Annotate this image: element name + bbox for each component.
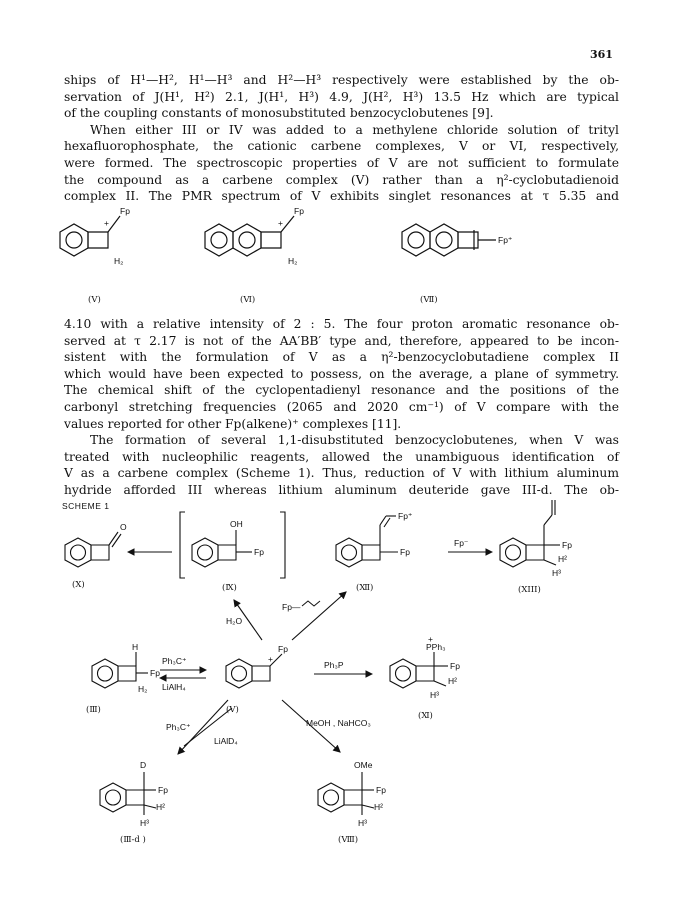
- fp-label: Fp: [254, 547, 264, 557]
- reagent-lialh4: LiAlH₄: [162, 682, 186, 692]
- compound-label-V-central: (Ⅴ): [226, 705, 239, 715]
- text-line: servation of J(H¹, H²) 2.1, J(H¹, H³) 4.9, J(H², H³) 13.5 Hz which are typical: [64, 89, 619, 104]
- text-line: V as a carbene complex (Scheme 1). Thus, reduction of V with lithium aluminum: [64, 466, 619, 481]
- reagent-ph3c: Ph₃C⁺: [162, 656, 187, 666]
- text-line: The chemical shift of the cyclopentadienyl resonance and the positions of the: [64, 383, 619, 398]
- reagent-h2o: H₂O: [226, 616, 243, 626]
- text-line: ships of H¹—H², H¹—H³ and H²—H³ respectively were established by the ob-: [64, 73, 619, 87]
- text-line: 4.10 with a relative intensity of 2 : 5. The four proton aromatic resonance ob-: [64, 317, 619, 331]
- reagent-lialh4-d: LiAlD₄: [214, 736, 238, 746]
- h2-sup-label: H²: [558, 554, 567, 564]
- d-label: D: [140, 760, 147, 770]
- compound-label-XII: (Ⅻ): [356, 583, 374, 593]
- fp-label: Fp: [150, 668, 160, 678]
- plus-label: +: [104, 218, 109, 228]
- reagent-meoh: MeOH , NaHCO₃: [306, 718, 371, 728]
- compound-label-VIII: (Ⅷ): [338, 835, 359, 845]
- reagent-ph3p: Ph₃P: [324, 660, 344, 670]
- reagent-ph3c: Ph₃C⁺: [166, 722, 191, 732]
- fp-label: Fp: [400, 547, 410, 557]
- fp-plus-label: Fp⁺: [398, 511, 413, 521]
- plus-label: +: [428, 634, 433, 644]
- scheme-title: SCHEME 1: [62, 501, 110, 511]
- h3-sup-label: H³: [140, 818, 149, 828]
- text-line: complex II. The PMR spectrum of V exhibits singlet resonances at τ 5.35 and: [64, 189, 619, 204]
- h3-sup-label: H³: [552, 568, 561, 578]
- text-line: The formation of several 1,1-disubstituted benzocyclobutenes, when V was: [90, 433, 619, 448]
- h-label: H: [132, 642, 139, 652]
- structure-VIII: [318, 772, 374, 815]
- fp-label: Fp: [158, 785, 168, 795]
- alkene-fragment: [302, 601, 320, 606]
- structure-V-central: [226, 654, 282, 688]
- page-number: 361: [590, 48, 613, 61]
- text-line: which would have been expected to possess, on the average, a plane of symmetry.: [64, 366, 619, 381]
- pph3-label: PPh₃: [426, 642, 446, 652]
- h3-sup-label: H³: [430, 690, 439, 700]
- text-line: treated with nucleophilic reagents, allowed the unambiguous identification of: [64, 449, 619, 464]
- fp-label: Fp: [562, 540, 572, 550]
- h2-label: H₂: [114, 256, 124, 266]
- text-line: sistent with the formulation of V as a η²-benzocyclobutadiene complex II: [64, 350, 619, 365]
- text-line: hydride afforded III whereas lithium aluminum deuteride gave III-d. The ob-: [64, 482, 619, 497]
- h2-sup-label: H²: [156, 802, 165, 812]
- compound-label-III: (Ⅲ): [86, 705, 101, 715]
- fp-label: Fp: [278, 644, 288, 654]
- structure-IIId: [100, 772, 156, 815]
- h2-sup-label: H²: [448, 676, 457, 686]
- h2-sup-label: H²: [374, 802, 383, 812]
- fp-plus-label: Fp⁺: [498, 235, 513, 245]
- text-line: the compound as a carbene complex (V) rather than a η²-cyclobutadienoid: [64, 172, 619, 187]
- plus-label: +: [268, 654, 273, 664]
- fp-label: Fp: [376, 785, 386, 795]
- fp-label: Fp: [120, 206, 130, 216]
- compound-label-XI: (Ⅺ): [418, 711, 433, 721]
- text-line: values reported for other Fp(alkene)⁺ complexes [11].: [64, 416, 402, 431]
- compound-label-IX: (Ⅸ): [222, 583, 237, 593]
- h2-label: H₂: [288, 256, 298, 266]
- ome-label: OMe: [354, 760, 373, 770]
- structure-XI: [390, 652, 448, 688]
- text-line: served at τ 2.17 is not of the AA′BB′ type and, therefore, appeared to be incon-: [64, 333, 619, 348]
- compound-label-IIId: (Ⅲ-d ): [120, 835, 146, 845]
- structure-XIII: [500, 500, 560, 567]
- text-line: were formed. The spectroscopic properties of V are not sufficient to formulate: [64, 155, 619, 170]
- compound-label-X: (Ⅹ): [72, 580, 85, 590]
- structure-XII: [336, 516, 398, 567]
- text-line: of the coupling constants of monosubstituted benzocyclobutenes [9].: [64, 106, 494, 121]
- compound-label-XIII: (XIII): [518, 585, 541, 595]
- text-line: hexafluorophosphate, the cationic carbene complexes, V or VI, respectively,: [64, 139, 619, 154]
- fp-label: Fp: [294, 206, 304, 216]
- oxygen-label: O: [120, 522, 127, 532]
- reagent-fp-alkene: Fp—: [282, 602, 301, 612]
- compound-label-V: (Ⅴ): [88, 295, 101, 305]
- structure-X: [65, 532, 121, 567]
- compound-label-VII: (Ⅶ): [420, 295, 438, 305]
- fp-label: Fp: [450, 661, 460, 671]
- structure-IX: [192, 530, 252, 567]
- plus-label: +: [278, 218, 283, 228]
- compound-label-VI: (Ⅵ): [240, 295, 256, 305]
- text-line: When either III or IV was added to a methylene chloride solution of trityl: [90, 122, 619, 137]
- fp-minus-label: Fp⁻: [454, 538, 469, 548]
- h3-sup-label: H³: [358, 818, 367, 828]
- h2-label: H₂: [138, 684, 148, 694]
- text-line: carbonyl stretching frequencies (2065 and 2020 cm⁻¹) of V compare with the: [64, 399, 619, 414]
- arrow-V-to-XII: [292, 592, 346, 640]
- structure-III: [92, 652, 148, 688]
- oh-label: OH: [230, 519, 243, 529]
